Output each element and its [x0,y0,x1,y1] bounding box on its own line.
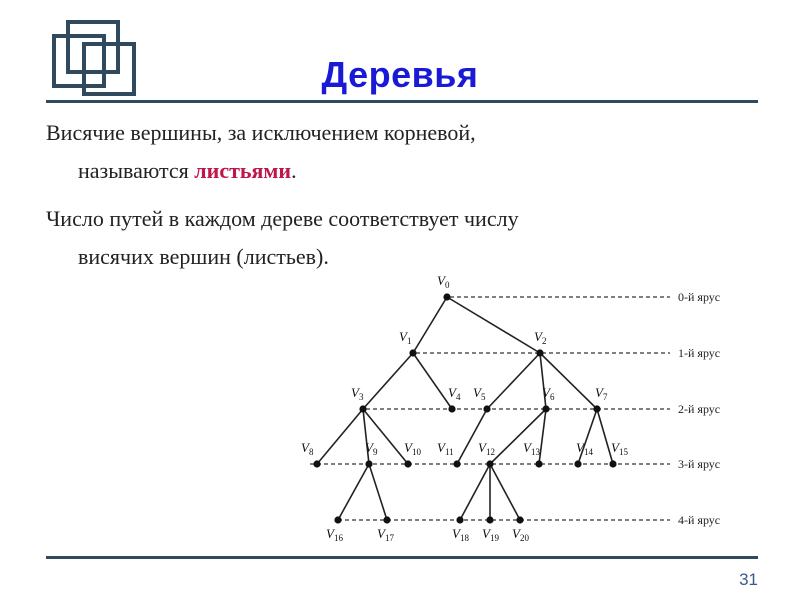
vertex-label-v19: $V_{19}$ [482,526,499,543]
vertex-v2 [536,349,543,356]
vertex-label-v15: $V_{15}$ [611,440,628,457]
vertex-label-v3: $V_3$ [351,385,364,402]
vertex-label-v8: $V_8$ [301,440,314,457]
vertex-v4 [448,405,455,412]
vertex-v12 [486,460,493,467]
tier-label: 2-й ярус [678,402,721,416]
page-number: 31 [739,570,758,589]
tree-edge [540,353,546,409]
paragraph-paths [46,200,746,276]
tree-edge [539,409,546,464]
tree-edge [363,409,369,464]
vertex-v15 [609,460,616,467]
tree-edge [540,353,597,409]
slide-title: Деревья [321,54,479,95]
vertex-label-v11: $V_{11}$ [437,440,454,457]
title-divider [46,100,758,103]
vertex-label-v14: $V_{14}$ [576,440,593,457]
vertex-label-v10: $V_{10}$ [404,440,421,457]
vertex-label-v2: $V_2$ [534,329,547,346]
paragraph-paths-line1: Число путей в каждом дереве соответствует числу [46,206,519,231]
vertex-label-v16: $V_{16}$ [326,526,343,543]
tier-label: 3-й ярус [678,457,721,471]
tree-edge [460,464,490,520]
paragraph-leaves-line1: Висячие вершины, за исключением корневой, [46,120,476,145]
vertex-label-v7: $V_7$ [595,385,608,402]
vertex-v18 [456,516,463,523]
tier-label: 0-й ярус [678,290,721,304]
vertex-label-v13: $V_{13}$ [523,440,540,457]
tier-label: 1-й ярус [678,346,721,360]
vertex-v0 [443,293,450,300]
footer-divider [46,556,758,559]
tree-edge [413,297,447,353]
tree-edge [363,353,413,409]
tree-edge [317,409,363,464]
leaves-term: листьями [194,158,292,183]
vertex-label-v17: $V_{17}$ [377,526,394,543]
vertex-v8 [313,460,320,467]
tree-edge [487,353,540,409]
vertex-label-v0: $V_0$ [437,273,450,290]
tree-edge [413,353,452,409]
vertex-v19 [486,516,493,523]
tree-edge [338,464,369,520]
vertex-v17 [383,516,390,523]
vertex-label-v1: $V_1$ [399,329,412,346]
paragraph-leaves-line2: называются листьями. [78,158,297,183]
vertex-v20 [516,516,523,523]
vertex-v5 [483,405,490,412]
vertex-label-v9: $V_9$ [365,440,378,457]
vertex-v16 [334,516,341,523]
vertex-v14 [574,460,581,467]
vertex-label-v5: $V_5$ [473,385,486,402]
paragraph-leaves [46,114,746,190]
tree-edge [597,409,613,464]
tier-label: 4-й ярус [678,513,721,527]
tree-edge [490,464,520,520]
tree-diagram [300,270,760,560]
vertex-label-v12: $V_{12}$ [478,440,495,457]
vertex-v7 [593,405,600,412]
vertex-label-v4: $V_4$ [448,385,461,402]
vertex-label-v20: $V_{20}$ [512,526,529,543]
vertex-v11 [453,460,460,467]
vertex-label-v6: $V_6$ [542,385,555,402]
vertex-v9 [365,460,372,467]
paragraph-paths-line2: висячих вершин (листьев). [78,244,329,269]
vertex-v3 [359,405,366,412]
vertex-v1 [409,349,416,356]
vertex-v10 [404,460,411,467]
vertex-label-v18: $V_{18}$ [452,526,469,543]
tree-edge [447,297,540,353]
tree-edge [457,409,487,464]
vertex-v13 [535,460,542,467]
vertex-v6 [542,405,549,412]
tree-edge [369,464,387,520]
tree-edge [363,409,408,464]
